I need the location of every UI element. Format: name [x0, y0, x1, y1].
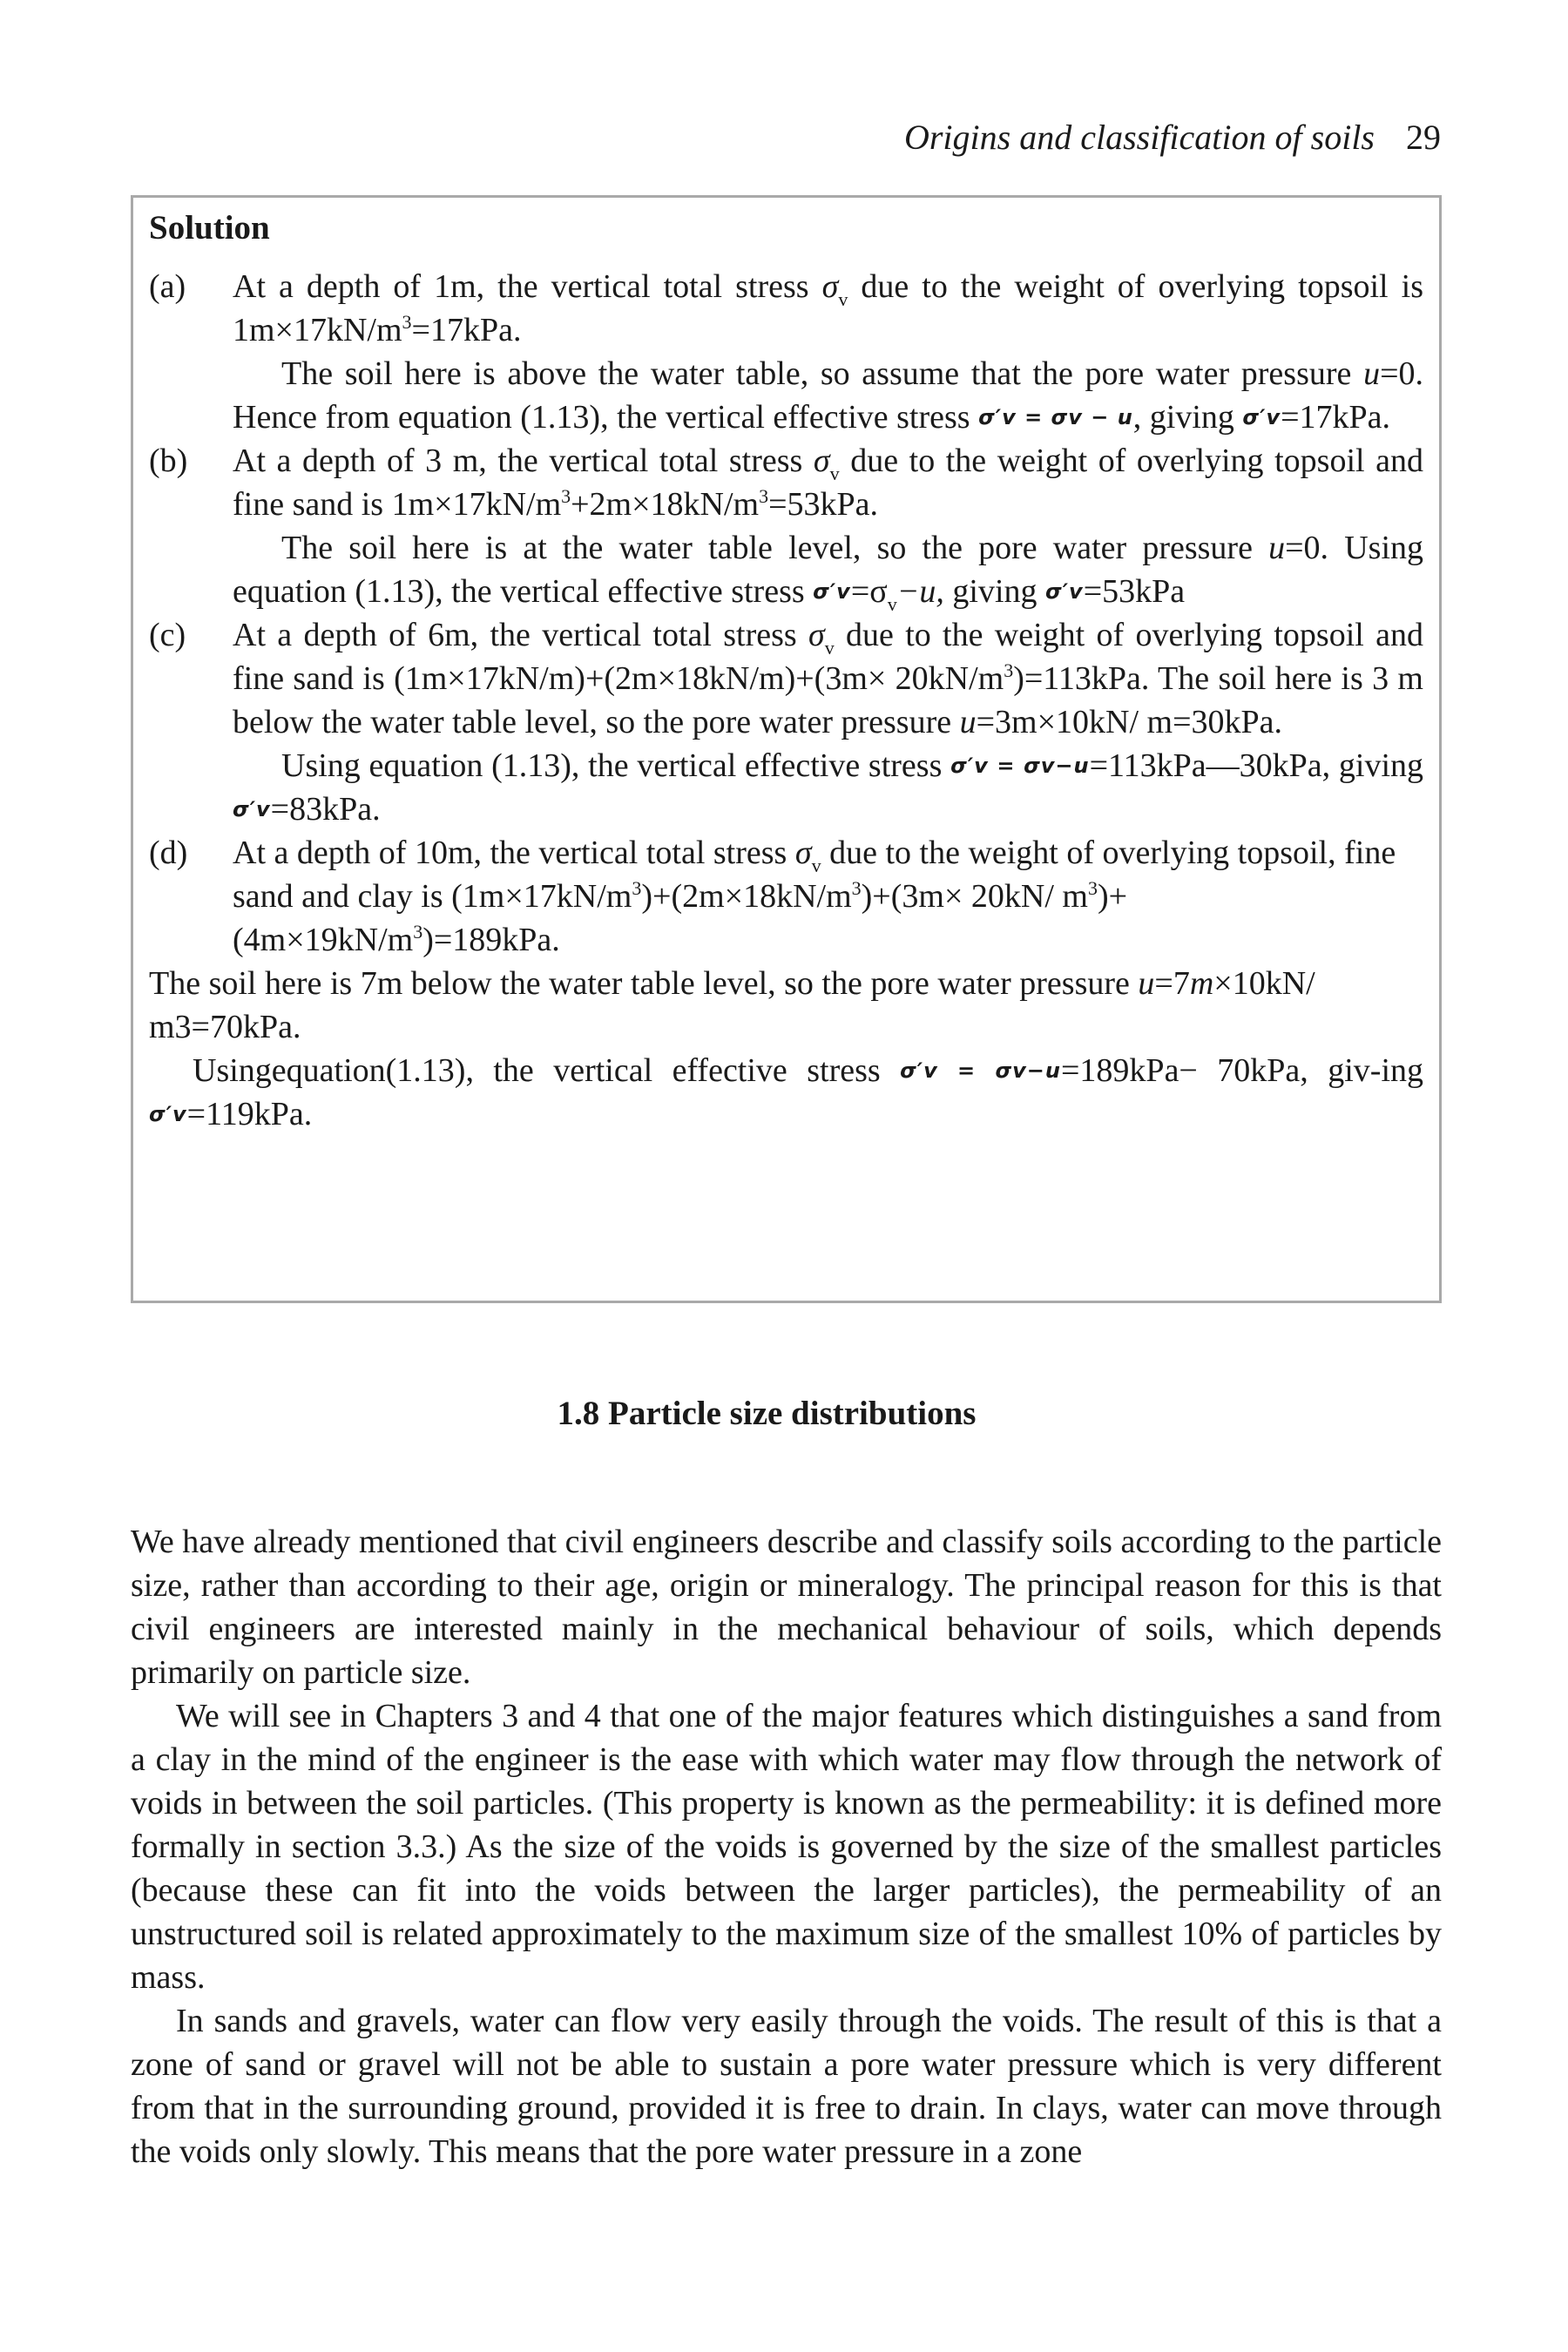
paragraph: We will see in Chapters 3 and 4 that one of the major features which distinguishes a sand from a clay in the mind of the engineer is the ease with which water may flow through the network of voids in between the soil particles. (This property is known as the permeability: it is defined more formally in section 3.3.) As the size of the voids is governed by the size of the smallest particles (because these can fit into the voids between the larger particles), the permeability of an unstructured soil is related approximately to the maximum size of the smallest 10% of particles by mass. — [131, 1698, 1442, 1996]
formula-image: σ′v = σv − u — [978, 405, 1133, 429]
solution-item-d-final: Usingequation(1.13), the vertical effective stress σ′v = σv−u=189kPa− 70kPa, giv-ing σ′v=119kPa. — [149, 1052, 1423, 1132]
item-text: At a depth of 1m, the vertical total stress $\sigma_v$ due to the weight of overlying topsoil is $1m\times 17kN/m^3=17kPa$. — [233, 268, 1423, 348]
formula-image: σ′v — [1242, 405, 1281, 429]
item-text: Using equation (1.13), the vertical effective stress σ′v = σv−u=113kPa—30kPa, giving σ′v=83kPa. — [233, 747, 1423, 828]
page-number: 29 — [1406, 118, 1441, 157]
solution-title: Solution — [149, 209, 270, 247]
section-heading: 1.8 Particle size distributions — [557, 1395, 977, 1432]
formula-image: σ′v — [813, 579, 851, 604]
item-label: (d) — [149, 835, 188, 871]
item-text: At a depth of 10m, the vertical total stress $\sigma_v$ due to the weight of overlying topsoil, fine sand and clay is $(1m\times 17kN/m^3)+(2m\times 18kN/m^3)+(3m\times 20kN/$ $m^3)+(4m\times 19kN/m^3)=189kPa$. — [233, 835, 1396, 958]
formula-image: σ′v = σv−u — [950, 754, 1090, 778]
item-text: The soil here is above the water table, so assume that the pore water pressure u=0. Hence from equation (1.13), the vertical effective stress σ′v = σv − u, giving σ′v=17kPa. — [233, 355, 1423, 436]
running-header — [904, 117, 1441, 158]
item-label: (a) — [149, 268, 186, 305]
body-text — [131, 1520, 1442, 2173]
solution-item-c — [149, 613, 1423, 831]
formula-image: σ′v — [233, 797, 271, 821]
formula-image: σ′v = σv−u — [900, 1058, 1061, 1083]
item-label: (c) — [149, 617, 186, 653]
paragraph: In sands and gravels, water can flow very easily through the voids. The result of this is that a zone of sand or gravel will not be able to sustain a pore water pressure which is very different from that in the surrounding ground, provided it is free to drain. In clays, water can move through the voids only slowly. This means that the pore water pressure in a zone — [131, 2003, 1442, 2170]
solution-item-a — [149, 265, 1423, 439]
running-header-title: Origins and classification of soils — [903, 118, 1375, 157]
solution-item-d-continued: The soil here is 7m below the water table level, so the pore water pressure u=7m×10kN/ m3=70kPa. — [149, 965, 1315, 1045]
solution-box — [131, 195, 1442, 1303]
item-label: (b) — [149, 443, 188, 479]
formula-image: σ′v — [149, 1102, 187, 1126]
solution-item-b — [149, 439, 1423, 613]
item-text: The soil here is at the water table level, so the pore water pressure u=0. Using equation (1.13), the vertical effective stress $\sigma'v=\sigma_v-u$, giving σ′v=53kPa — [233, 530, 1424, 615]
paragraph: We have already mentioned that civil engineers describe and classify soils according to the particle size, rather than according to their age, origin or mineralogy. The principal reason for this is that civil engineers are interested mainly in the mechanical behaviour of soils, which depends primarily on particle size. — [131, 1524, 1442, 1691]
formula-image: σ′v — [1045, 579, 1084, 604]
item-text: At a depth of 3 m, the vertical total stress $\sigma_v$ due to the weight of overlying topsoil and fine sand is $1m\times 17kN/m^3+2m\times 18kN/m^3=53kPa$. — [233, 443, 1423, 523]
item-text: At a depth of 6m, the vertical total stress $\sigma_v$ due to the weight of overlying topsoil and fine sand is $(1m\times 17kN/m)+(2m\times 18kN/m)+(3m\times 20kN/m^3)=113kPa$. The soil here is 3 m below the water table level, so the pore water pressure u=3m×10kN/ m=30kPa. — [233, 617, 1423, 740]
solution-item-d — [149, 831, 1423, 962]
